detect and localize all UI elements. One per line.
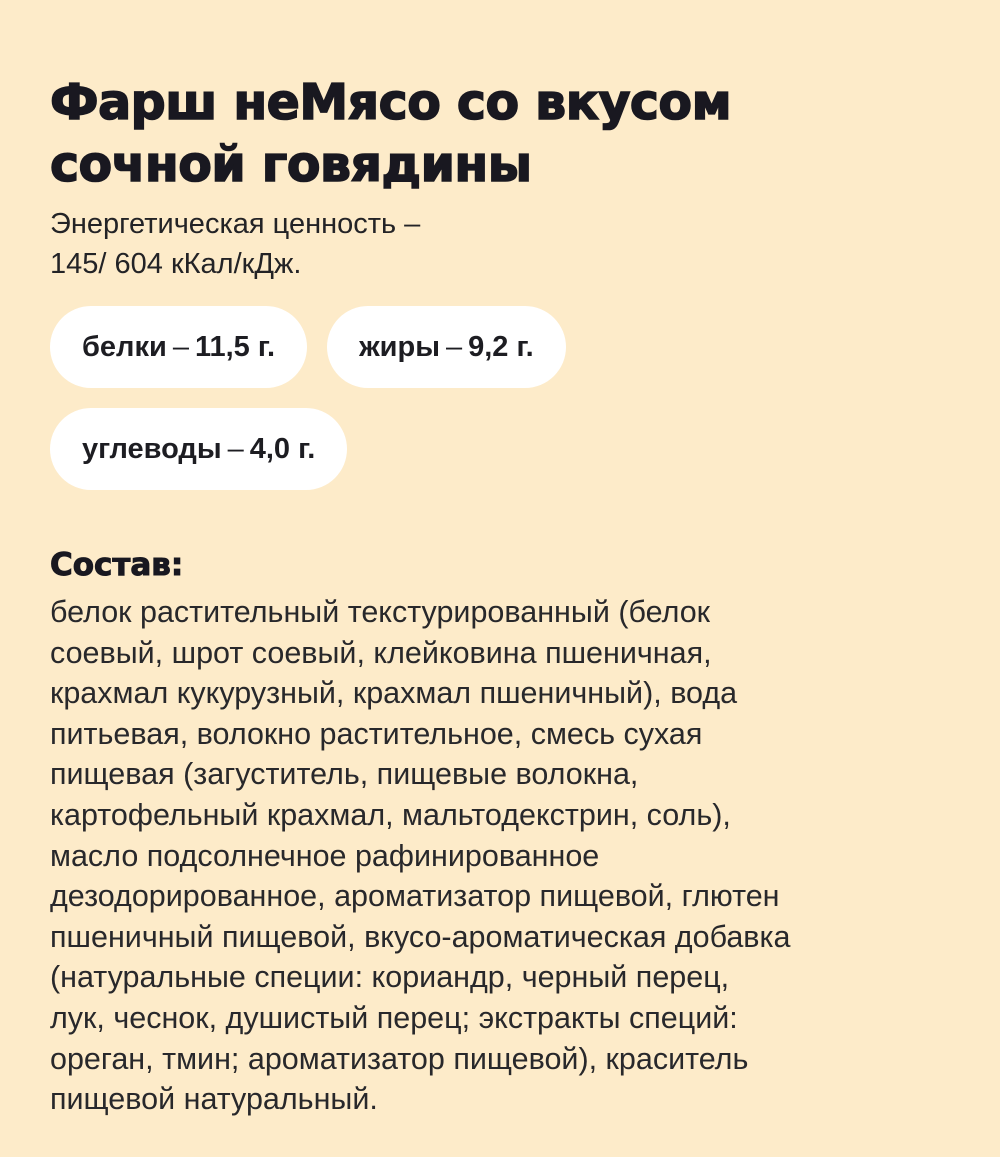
nutrient-value: 4,0 г. [249, 432, 316, 465]
energy-line: 145/ 604 кКал/кДж. [50, 248, 302, 280]
composition-line: пищевой натуральный. [50, 1082, 378, 1117]
nutrient-label: жиры [359, 330, 440, 363]
nutrient-dash: – [172, 330, 189, 363]
nutrient-label: белки [82, 330, 167, 363]
product-title-line: сочной говядины [50, 136, 532, 193]
composition-line: ореган, тмин; ароматизатор пищевой), краситель [50, 1041, 749, 1076]
nutrient-pill-protein [50, 306, 307, 388]
nutrient-list [50, 306, 750, 490]
nutrient-pill-fat [327, 306, 566, 388]
nutrient-dash: – [227, 432, 244, 465]
composition-line: дезодорированное, ароматизатор пищевой, глютен [50, 879, 780, 914]
nutrient-value: 9,2 г. [468, 330, 534, 363]
nutrient-value: 11,5 г. [194, 330, 276, 363]
composition-line: питьевая, волокно растительное, смесь сухая [50, 716, 703, 751]
composition-line: белок растительный текстурированный (белок [50, 595, 711, 629]
nutrient-label: углеводы [82, 432, 222, 465]
composition-line: пищевая (загуститель, пищевые волокна, [50, 757, 639, 792]
composition-line: крахмал кукурузный, крахмал пшеничный), вода [50, 676, 738, 711]
composition-heading: Состав: [50, 547, 184, 583]
composition-text [50, 592, 960, 1120]
composition-line: (натуральные специи: кориандр, черный перец, [50, 960, 730, 995]
composition-line: пшеничный пищевой, вкусо-ароматическая добавка [50, 919, 791, 954]
energy-value [50, 204, 960, 284]
product-title [50, 72, 870, 196]
nutrient-dash: – [445, 330, 463, 363]
product-title-line: Фарш неМясо со вкусом [50, 74, 732, 131]
composition-line: соевый, шрот соевый, клейковина пшеничная, [50, 635, 712, 670]
composition-line: лук, чеснок, душистый перец; экстракты специй: [50, 1000, 738, 1035]
nutrient-pill-carbs [50, 408, 347, 490]
composition-line: масло подсолнечное рафинированное [50, 838, 600, 873]
composition-line: картофельный крахмал, мальтодекстрин, соль), [50, 797, 731, 832]
energy-line: Энергетическая ценность – [50, 208, 421, 240]
